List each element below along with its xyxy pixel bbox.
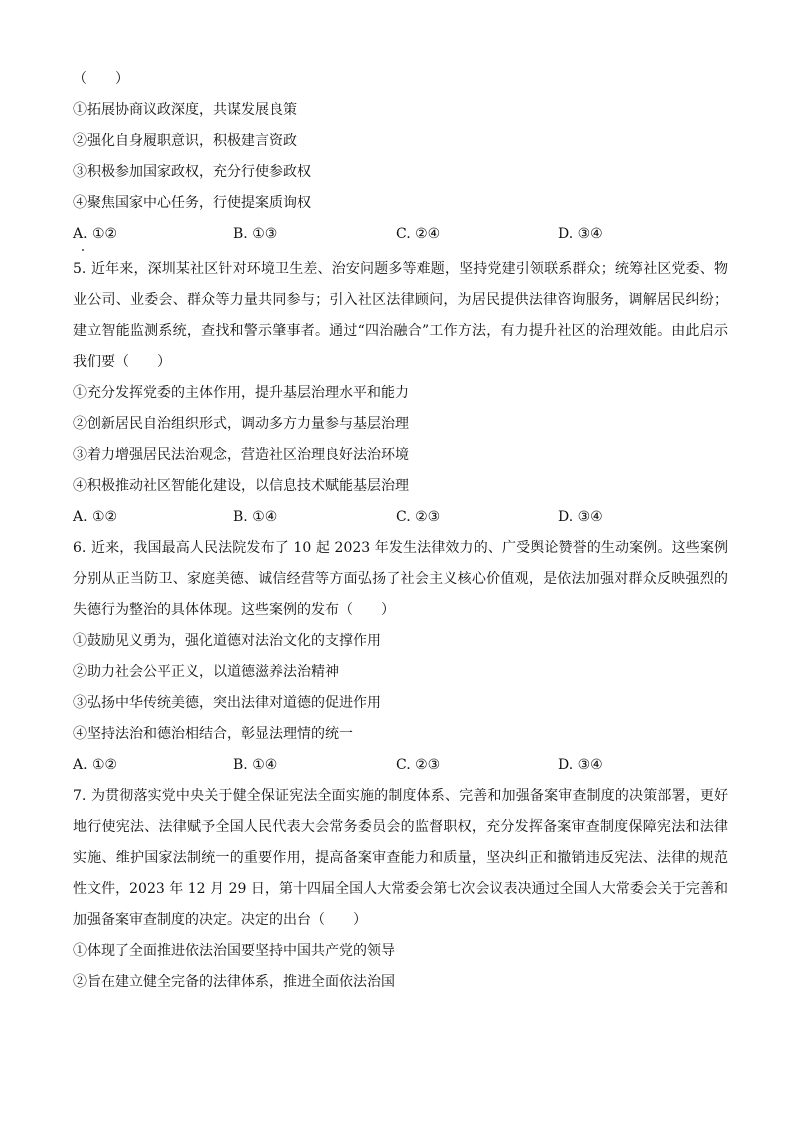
q6-choice-a: A. ①② — [73, 757, 118, 773]
q4-option-1: ①拓展协商议政深度，共谋发展良策 — [73, 102, 297, 118]
q5-choice-b: B. ①④ — [233, 509, 278, 525]
stray-dot — [82, 249, 84, 251]
q5-choice-a: A. ①② — [73, 509, 118, 525]
q4-choice-c: C. ②④ — [396, 226, 441, 242]
q6-choice-d: D. ③④ — [558, 757, 603, 773]
q4-option-4: ④聚焦国家中心任务，行使提案质询权 — [73, 195, 311, 211]
q6-option-3: ③弘扬中华传统美德，突出法律对道德的促进作用 — [73, 695, 381, 711]
q5-option-3: ③着力增强居民法治观念，营造社区治理良好法治环境 — [73, 447, 409, 463]
q6-option-1: ①鼓励见义勇为，强化道德对法治文化的支撑作用 — [73, 633, 381, 649]
q5-option-2: ②创新居民自治组织形式，调动多方力量参与基层治理 — [73, 416, 409, 432]
q7-stem: 7. 为贯彻落实党中央关于健全保证宪法全面实施的制度体系、完善和加强备案审查制度的决策部署，更好地行使宪法、法律赋予全国人民代表大会常务委员会的监督职权，充分发挥备案审查制度保障宪法和法律实施、维护国家法制统一的重要作用，提高备案审查能力和质量，坚决纠正和撤销违反宪法、法律的规范性文件，2023 年 12 月 29 日，第十四届全国人大常委会第七次会议表决通过全国人大常委会关于完善和加强备案审查制度的决定。决定的出台（ ） — [73, 788, 728, 928]
q5-option-4: ④积极推动社区智能化建设，以信息技术赋能基层治理 — [73, 478, 409, 494]
q4-option-3: ③积极参加国家政权，充分行使参政权 — [73, 164, 311, 180]
q5-choice-d: D. ③④ — [558, 509, 603, 525]
q5-choices — [73, 502, 728, 533]
q5-stem: 5. 近年来，深圳某社区针对环境卫生差、治安问题多等难题，坚持党建引领联系群众；统筹社区党委、物业公司、业委会、群众等力量共同参与；引入社区法律顾问，为居民提供法律咨询服务，调解居民纠纷；建立智能监测系统，查找和警示肇事者。通过“四治融合”工作方法，有力提升社区的治理效能。由此启示我们要（ ） — [73, 261, 728, 370]
q7-option-1: ①体现了全面推进依法治国要坚持中国共产党的领导 — [73, 943, 395, 959]
q7-option-2: ②旨在建立健全完备的法律体系，推进全面依法治国 — [73, 974, 395, 990]
q4-choice-b: B. ①③ — [233, 226, 278, 242]
q5-option-1: ①充分发挥党委的主体作用，提升基层治理水平和能力 — [73, 385, 409, 401]
q5-choice-c: C. ②③ — [396, 509, 441, 525]
q4-choice-d: D. ③④ — [558, 226, 603, 242]
q4-answer-paren: （ ） — [73, 71, 129, 87]
q4-choices — [73, 219, 728, 250]
q6-option-4: ④坚持法治和德治相结合，彰显法理情的统一 — [73, 726, 353, 742]
q4-choice-a: A. ①② — [73, 226, 118, 242]
q6-choice-c: C. ②③ — [396, 757, 441, 773]
q6-option-2: ②助力社会公平正义，以道德滋养法治精神 — [73, 664, 339, 680]
q6-choice-b: B. ①④ — [233, 757, 278, 773]
q4-option-2: ②强化自身履职意识，积极建言资政 — [73, 133, 297, 149]
q6-choices — [73, 750, 728, 781]
q6-stem: 6. 近来，我国最高人民法院发布了 10 起 2023 年发生法律效力的、广受舆论赞誉的生动案例。这些案例分别从正当防卫、家庭美德、诚信经营等方面弘扬了社会主义核心价值观，是依法加强对群众反映强烈的失德行为整治的具体体现。这些案例的发布（ ） — [73, 540, 728, 618]
